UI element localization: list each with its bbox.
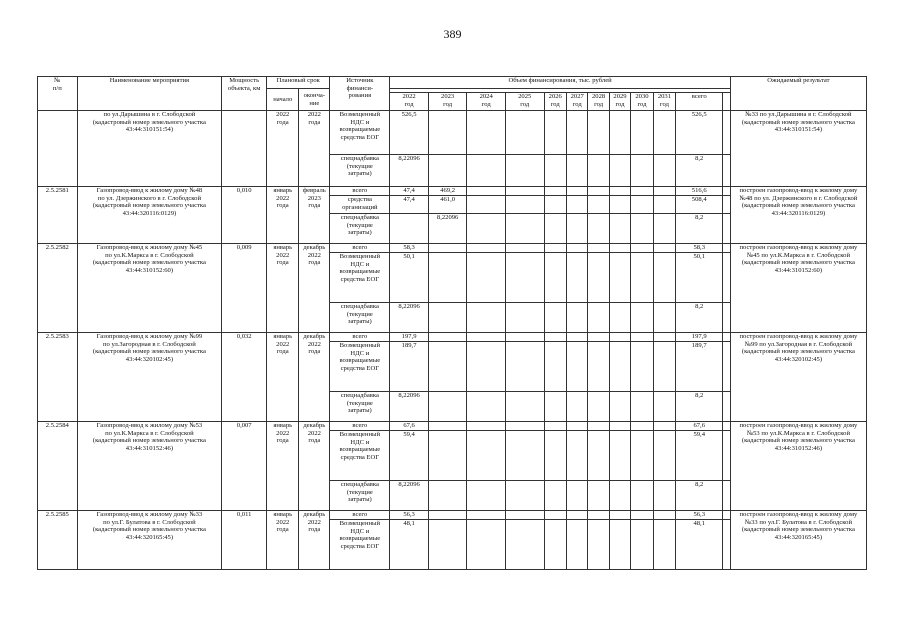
value-empty: [631, 431, 653, 481]
header-end: оконча- ние: [299, 89, 330, 111]
measure-name: по ул.Дарышина в г. Слободской (кадастровый номер земельного участка 43:44:310151:54): [77, 111, 222, 187]
value-empty: [631, 187, 653, 196]
value-empty: [609, 511, 630, 520]
value-empty: [467, 392, 506, 422]
header-num: № п/п: [38, 77, 78, 111]
spacer: [723, 303, 731, 333]
value-empty: [467, 155, 506, 187]
value-empty: [544, 214, 566, 244]
value-empty: [467, 253, 506, 303]
value-empty: [505, 303, 544, 333]
value-empty: [505, 481, 544, 511]
value-2023: [428, 111, 467, 155]
value-empty: [609, 520, 630, 570]
value-empty: [588, 422, 609, 431]
spacer: [723, 214, 731, 244]
value-empty: [566, 155, 587, 187]
value-empty: [653, 187, 675, 196]
value-empty: [467, 511, 506, 520]
value-empty: [588, 214, 609, 244]
header-year: 2027 год: [566, 93, 587, 111]
value-2022: 8,22096: [390, 392, 429, 422]
value-empty: [588, 155, 609, 187]
value-2023: [428, 155, 467, 187]
header-name: Наименование мероприятия: [77, 77, 222, 111]
value-empty: [467, 431, 506, 481]
funding-source: спецнадбавка (текущие затраты): [330, 303, 390, 333]
end-date: декабрь 2022 года: [299, 422, 330, 511]
header-year: 2028 год: [588, 93, 609, 111]
funding-source: Возмещенный НДС и возвращаемые средства ЕОГ: [330, 111, 390, 155]
value-empty: [544, 187, 566, 196]
value-empty: [588, 511, 609, 520]
funding-source: спецнадбавка (текущие затраты): [330, 214, 390, 244]
value-empty: [505, 392, 544, 422]
table-row: [38, 187, 867, 196]
value-empty: [631, 422, 653, 431]
value-empty: [505, 187, 544, 196]
funding-source: всего: [330, 511, 390, 520]
value-empty: [631, 520, 653, 570]
value-empty: [653, 431, 675, 481]
value-2022: 8,22096: [390, 155, 429, 187]
value-empty: [631, 214, 653, 244]
value-empty: [467, 196, 506, 214]
value-empty: [609, 431, 630, 481]
value-empty: [544, 155, 566, 187]
value-empty: [653, 196, 675, 214]
value-2022: 197,9: [390, 333, 429, 342]
value-empty: [544, 431, 566, 481]
value-2022: 189,7: [390, 342, 429, 392]
value-empty: [544, 244, 566, 253]
row-number: 2.5.2583: [38, 333, 78, 422]
value-empty: [566, 511, 587, 520]
value-total: 8,2: [676, 303, 723, 333]
capacity: [222, 111, 267, 187]
value-total: 508,4: [676, 196, 723, 214]
funding-source: спецнадбавка (текущие затраты): [330, 155, 390, 187]
spacer: [723, 481, 731, 511]
header-year: 2023 год: [428, 93, 467, 111]
value-empty: [467, 342, 506, 392]
value-total: 526,5: [676, 111, 723, 155]
spacer: [723, 342, 731, 392]
capacity: 0,011: [222, 511, 267, 570]
value-empty: [588, 333, 609, 342]
header-plan-term: Плановый срок: [267, 77, 330, 89]
value-empty: [653, 155, 675, 187]
value-empty: [566, 333, 587, 342]
table-row: [38, 111, 867, 155]
spacer: [723, 422, 731, 431]
value-empty: [631, 342, 653, 392]
capacity: 0,032: [222, 333, 267, 422]
spacer: [723, 187, 731, 196]
measure-name: Газопровод-ввод к жилому дому №33 по ул.Г. Булатова в г. Слободской (кадастровый номер земельного участка 43:44:320165:45): [77, 511, 222, 570]
value-empty: [653, 392, 675, 422]
funding-source: Возмещенный НДС и возвращаемые средства ЕОГ: [330, 253, 390, 303]
value-empty: [544, 392, 566, 422]
measure-name: Газопровод-ввод к жилому дому №99 по ул.Загородная в г. Слободской (кадастровый номер земельного участка 43:44:320102:45): [77, 333, 222, 422]
value-2023: [428, 244, 467, 253]
row-number: 2.5.2584: [38, 422, 78, 511]
expected-result: построен газопровод-ввод к жилому дому №99 по ул.Загородная в г. Слободской (кадастровый номер земельного участка 43:44:320102:45): [730, 333, 866, 422]
value-empty: [544, 303, 566, 333]
header-total: всего: [676, 93, 723, 111]
value-2022: 67,6: [390, 422, 429, 431]
value-empty: [631, 155, 653, 187]
value-empty: [631, 111, 653, 155]
spacer: [723, 196, 731, 214]
value-empty: [653, 253, 675, 303]
spacer: [723, 155, 731, 187]
value-2023: [428, 253, 467, 303]
value-empty: [566, 392, 587, 422]
value-empty: [653, 214, 675, 244]
value-total: 50,1: [676, 253, 723, 303]
value-empty: [588, 111, 609, 155]
header-result: Ожидаемый результат: [730, 77, 866, 111]
value-2022: 58,3: [390, 244, 429, 253]
value-empty: [467, 244, 506, 253]
value-empty: [631, 333, 653, 342]
value-empty: [544, 333, 566, 342]
start-date: январь 2022 года: [267, 187, 299, 244]
funding-source: спецнадбавка (текущие затраты): [330, 392, 390, 422]
value-empty: [609, 481, 630, 511]
table-row: [38, 244, 867, 253]
value-2023: [428, 342, 467, 392]
value-empty: [653, 244, 675, 253]
start-date: январь 2022 года: [267, 333, 299, 422]
value-empty: [609, 187, 630, 196]
value-total: 67,6: [676, 422, 723, 431]
funding-source: спецнадбавка (текущие затраты): [330, 481, 390, 511]
value-2022: 56,3: [390, 511, 429, 520]
header-year: 2025 год: [505, 93, 544, 111]
start-date: январь 2022 года: [267, 244, 299, 333]
value-2022: 8,22096: [390, 303, 429, 333]
header-year: 2024 год: [467, 93, 506, 111]
value-empty: [566, 196, 587, 214]
value-empty: [505, 253, 544, 303]
value-empty: [467, 187, 506, 196]
end-date: февраль 2023 года: [299, 187, 330, 244]
header-year: 2022 год: [390, 93, 429, 111]
page-number: 389: [443, 27, 462, 41]
value-empty: [467, 111, 506, 155]
expected-result: построен газопровод-ввод к жилому дому №53 по ул.К.Маркса в г. Слободской (кадастровый номер земельного участка 43:44:310152:46): [730, 422, 866, 511]
value-empty: [631, 303, 653, 333]
value-empty: [653, 111, 675, 155]
value-empty: [505, 196, 544, 214]
value-2023: 461,0: [428, 196, 467, 214]
value-empty: [544, 520, 566, 570]
value-empty: [609, 196, 630, 214]
value-empty: [566, 244, 587, 253]
funding-source: Возмещенный НДС и возвращаемые средства ЕОГ: [330, 520, 390, 570]
value-empty: [566, 303, 587, 333]
value-empty: [588, 342, 609, 392]
value-empty: [653, 511, 675, 520]
value-empty: [566, 431, 587, 481]
value-empty: [505, 244, 544, 253]
funding-source: всего: [330, 187, 390, 196]
value-empty: [544, 342, 566, 392]
value-2022: 526,5: [390, 111, 429, 155]
value-empty: [631, 253, 653, 303]
spacer: [723, 392, 731, 422]
value-empty: [653, 342, 675, 392]
value-empty: [566, 187, 587, 196]
end-date: декабрь 2022 года: [299, 333, 330, 422]
value-2022: 59,4: [390, 431, 429, 481]
value-2022: 50,1: [390, 253, 429, 303]
value-empty: [588, 481, 609, 511]
value-empty: [609, 111, 630, 155]
value-empty: [588, 187, 609, 196]
value-empty: [588, 303, 609, 333]
start-date: 2022 года: [267, 111, 299, 187]
value-2023: [428, 303, 467, 333]
value-2022: 47,4: [390, 196, 429, 214]
value-empty: [566, 111, 587, 155]
header-source: Источник финанси- рования: [330, 77, 390, 111]
value-empty: [588, 431, 609, 481]
value-empty: [609, 422, 630, 431]
spacer: [723, 111, 731, 155]
value-empty: [544, 196, 566, 214]
spacer: [723, 253, 731, 303]
value-empty: [609, 244, 630, 253]
value-empty: [588, 244, 609, 253]
row-number: 2.5.2585: [38, 511, 78, 570]
financing-table: [37, 76, 867, 570]
value-empty: [609, 342, 630, 392]
value-2022: 8,22096: [390, 481, 429, 511]
value-empty: [588, 392, 609, 422]
value-empty: [631, 481, 653, 511]
value-2023: 469,2: [428, 187, 467, 196]
spacer: [723, 511, 731, 520]
value-empty: [505, 111, 544, 155]
spacer: [723, 520, 731, 570]
spacer: [723, 333, 731, 342]
value-empty: [566, 342, 587, 392]
value-empty: [653, 520, 675, 570]
value-empty: [653, 333, 675, 342]
value-empty: [566, 520, 587, 570]
value-empty: [544, 253, 566, 303]
value-empty: [609, 392, 630, 422]
value-empty: [544, 111, 566, 155]
value-2022: 47,4: [390, 187, 429, 196]
row-number: 2.5.2581: [38, 187, 78, 244]
value-empty: [467, 333, 506, 342]
header-start: начало: [267, 89, 299, 111]
value-empty: [544, 422, 566, 431]
funding-source: Возмещенный НДС и возвращаемые средства ЕОГ: [330, 342, 390, 392]
header-funding: Объем финансирования, тыс. рублей: [390, 77, 731, 89]
funding-source: всего: [330, 244, 390, 253]
value-2023: [428, 333, 467, 342]
header-year: 2031 год: [653, 93, 675, 111]
value-empty: [467, 422, 506, 431]
value-empty: [631, 511, 653, 520]
value-empty: [609, 253, 630, 303]
value-empty: [588, 520, 609, 570]
spacer: [723, 431, 731, 481]
end-date: 2022 года: [299, 111, 330, 187]
expected-result: построен газопровод-ввод к жилому дому №33 по ул.Г. Булатова в г. Слободской (кадастровый номер земельного участка 43:44:320165:45): [730, 511, 866, 570]
value-total: 56,3: [676, 511, 723, 520]
row-number: 2.5.2582: [38, 244, 78, 333]
value-2023: [428, 481, 467, 511]
header-year: 2030 год: [631, 93, 653, 111]
header-capacity: Мощность объекта, км: [222, 77, 267, 111]
value-empty: [566, 481, 587, 511]
value-empty: [609, 303, 630, 333]
value-2023: [428, 511, 467, 520]
row-number: [38, 111, 78, 187]
value-empty: [609, 155, 630, 187]
measure-name: Газопровод-ввод к жилому дому №45 по ул.К.Маркса в г. Слободской (кадастровый номер земельного участка 43:44:310152:60): [77, 244, 222, 333]
value-total: 59,4: [676, 431, 723, 481]
value-2022: [390, 214, 429, 244]
value-empty: [467, 481, 506, 511]
value-total: 58,3: [676, 244, 723, 253]
value-empty: [505, 214, 544, 244]
value-total: 8,2: [676, 481, 723, 511]
value-2023: [428, 520, 467, 570]
value-empty: [505, 333, 544, 342]
table-row: [38, 422, 867, 431]
capacity: 0,010: [222, 187, 267, 244]
value-empty: [609, 333, 630, 342]
start-date: январь 2022 года: [267, 422, 299, 511]
value-total: 189,7: [676, 342, 723, 392]
measure-name: Газопровод-ввод к жилому дому №48 по ул. Дзержинского в г. Слободской (кадастровый номер земельного участка 43:44:320116:0129): [77, 187, 222, 244]
spacer: [723, 244, 731, 253]
measure-name: Газопровод-ввод к жилому дому №53 по ул.К.Маркса в г. Слободской (кадастровый номер земельного участка 43:44:310152:46): [77, 422, 222, 511]
value-total: 8,2: [676, 392, 723, 422]
value-2023: [428, 422, 467, 431]
value-empty: [505, 431, 544, 481]
value-empty: [505, 511, 544, 520]
capacity: 0,009: [222, 244, 267, 333]
funding-source: средства организаций: [330, 196, 390, 214]
value-empty: [631, 392, 653, 422]
value-empty: [631, 196, 653, 214]
value-2023: 8,22096: [428, 214, 467, 244]
value-empty: [566, 253, 587, 303]
value-empty: [505, 422, 544, 431]
value-2023: [428, 392, 467, 422]
value-total: 48,1: [676, 520, 723, 570]
value-empty: [467, 303, 506, 333]
capacity: 0,007: [222, 422, 267, 511]
value-empty: [653, 481, 675, 511]
expected-result: построен газопровод-ввод к жилому дому №48 по ул. Дзержинского в г. Слободской (кадастровый номер земельного участка 43:44:320116:0129): [730, 187, 866, 244]
value-empty: [609, 214, 630, 244]
value-empty: [505, 155, 544, 187]
end-date: декабрь 2022 года: [299, 511, 330, 570]
expected-result: построен газопровод-ввод к жилому дому №45 по ул.К.Маркса в г. Слободской (кадастровый номер земельного участка 43:44:310152:60): [730, 244, 866, 333]
value-total: 197,9: [676, 333, 723, 342]
funding-source: Возмещенный НДС и возвращаемые средства ЕОГ: [330, 431, 390, 481]
value-2022: 48,1: [390, 520, 429, 570]
start-date: январь 2022 года: [267, 511, 299, 570]
value-empty: [566, 422, 587, 431]
funding-source: всего: [330, 333, 390, 342]
value-2023: [428, 431, 467, 481]
value-total: 8,2: [676, 214, 723, 244]
funding-source: всего: [330, 422, 390, 431]
value-empty: [505, 520, 544, 570]
value-empty: [631, 244, 653, 253]
value-empty: [505, 342, 544, 392]
value-empty: [653, 303, 675, 333]
value-empty: [467, 520, 506, 570]
header-year: 2026 год: [544, 93, 566, 111]
value-empty: [588, 196, 609, 214]
value-total: 8,2: [676, 155, 723, 187]
expected-result: №33 по ул.Дарышина в г. Слободской (кадастровый номер земельного участка 43:44:310151:54): [730, 111, 866, 187]
header-year: 2029 год: [609, 93, 630, 111]
value-empty: [653, 422, 675, 431]
value-empty: [588, 253, 609, 303]
end-date: декабрь 2022 года: [299, 244, 330, 333]
value-empty: [467, 214, 506, 244]
value-empty: [544, 511, 566, 520]
table-row: [38, 333, 867, 342]
table-row: [38, 511, 867, 520]
value-total: 516,6: [676, 187, 723, 196]
value-empty: [544, 481, 566, 511]
value-empty: [566, 214, 587, 244]
